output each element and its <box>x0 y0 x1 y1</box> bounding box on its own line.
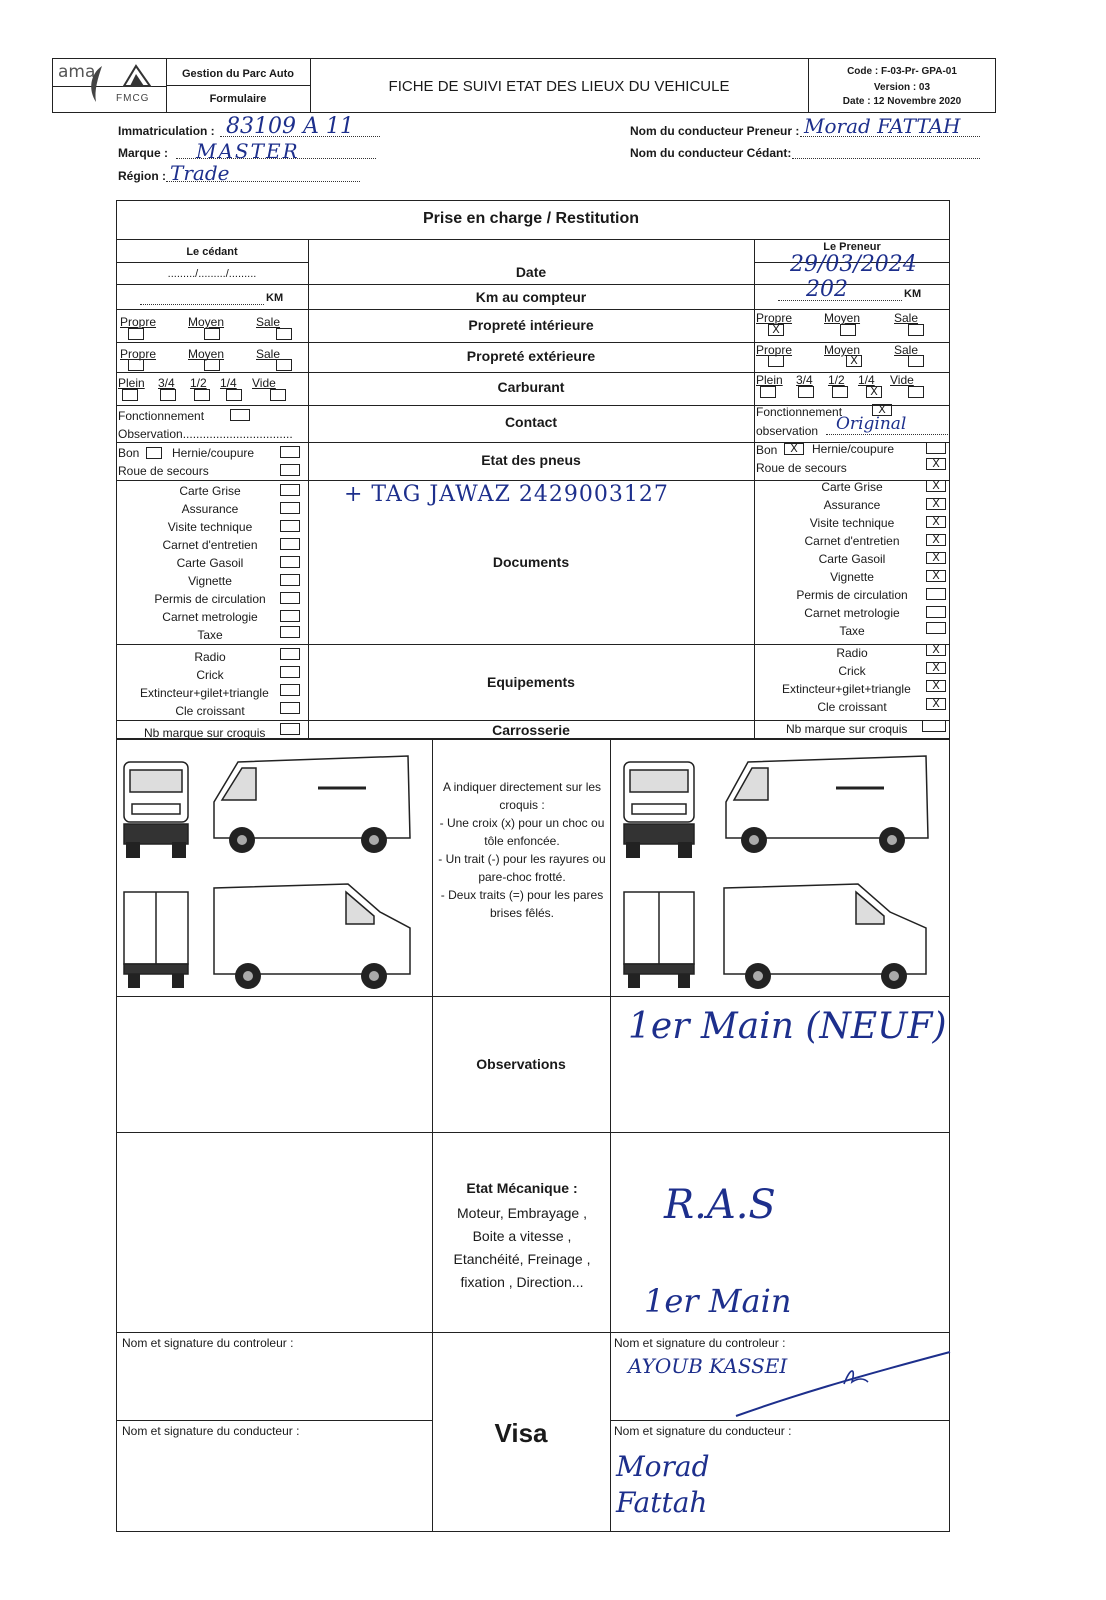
cedant-fuel-vide-checkbox[interactable] <box>270 389 286 401</box>
dept-label: Gestion du Parc Auto <box>181 68 295 80</box>
cedant-fuel-34-label: 3/4 <box>158 376 175 390</box>
van-sketch-preneur <box>614 752 946 996</box>
conducteur-signature-1: Morad <box>616 1450 710 1483</box>
km-preneur: 202 <box>806 277 848 302</box>
proprete-int-label: Propreté intérieure <box>468 317 594 333</box>
cedant-equip-checkbox[interactable] <box>280 666 300 678</box>
preneur-nb-marque-box[interactable] <box>922 720 946 732</box>
preneur-controleur-label: Nom et signature du controleur : <box>614 1336 786 1350</box>
preneur-equip-checkbox[interactable]: X <box>926 662 946 674</box>
preneur-doc-checkbox[interactable]: X <box>926 552 946 564</box>
marque-value: MASTER <box>196 139 300 163</box>
preneur-hernie-label: Hernie/coupure <box>812 442 895 456</box>
observations-label: Observations <box>476 1056 566 1072</box>
cedant-equip-label: Extincteur+gilet+triangle <box>140 686 269 700</box>
preneur-hernie-checkbox[interactable] <box>926 442 946 454</box>
preneur-doc-label: Carte Gasoil <box>818 552 886 566</box>
cedant-doc-label: Assurance <box>181 502 239 516</box>
logo-ama-text: ama <box>58 62 96 82</box>
instruction-line-3: - Un trait (-) pour les rayures ou pare-choc frotté. <box>438 852 606 884</box>
date-preneur: 29/03/2024 <box>790 252 917 277</box>
preneur-bon-checkbox[interactable]: X <box>784 443 804 455</box>
preneur-roue-checkbox[interactable]: X <box>926 458 946 470</box>
cedant-doc-checkbox[interactable] <box>280 520 300 532</box>
cedant-conducteur-label: Nom et signature du conducteur : <box>122 1424 300 1438</box>
preneur-fonctionnement-checkbox[interactable]: X <box>872 404 892 416</box>
cedant-doc-label: Carnet d'entretien <box>162 538 258 552</box>
form-version: Version : 03 <box>873 82 931 93</box>
carrosserie-label: Carrosserie <box>492 722 570 738</box>
preneur-observation-value: Original <box>836 414 907 434</box>
form-title: FICHE DE SUIVI ETAT DES LIEUX DU VEHICULE <box>388 78 730 95</box>
cedant-roue-checkbox[interactable] <box>280 464 300 476</box>
preneur-equip-label: Cle croissant <box>817 700 887 714</box>
mecanique-preneur-value-2: 1er Main <box>644 1282 792 1320</box>
cedant-int-moyen-checkbox[interactable] <box>204 328 220 340</box>
controleur-name: AYOUB KASSEI <box>628 1354 788 1378</box>
preneur-equip-label: Extincteur+gilet+triangle <box>782 682 911 696</box>
cedant-doc-checkbox[interactable] <box>280 484 300 496</box>
cedant-hernie-checkbox[interactable] <box>280 446 300 458</box>
contact-label: Contact <box>504 414 558 430</box>
cedant-equip-label: Radio <box>194 650 226 664</box>
cedant-roue-label: Roue de secours <box>118 464 209 478</box>
cedant-bon-label: Bon <box>118 446 140 460</box>
cedant-observation: Observation................................. <box>118 427 293 441</box>
km-unit-preneur: KM <box>904 288 922 300</box>
preneur-int-propre-checkbox[interactable]: X <box>768 324 784 336</box>
preneur-ext-sale-checkbox[interactable] <box>908 355 924 367</box>
preneur-doc-label: Carnet metrologie <box>804 606 900 620</box>
cedant-doc-label: Vignette <box>188 574 232 588</box>
cedant-equip-checkbox[interactable] <box>280 702 300 714</box>
preneur-value: Morad FATTAH <box>804 114 961 138</box>
preneur-doc-checkbox[interactable] <box>926 622 946 634</box>
cedant-fuel-14-label: 1/4 <box>220 376 237 390</box>
region-value: Trade <box>170 161 230 185</box>
marque-label: Marque : <box>118 146 169 160</box>
cedant-ext-moyen-checkbox[interactable] <box>204 359 220 371</box>
preneur-fuel-34-checkbox[interactable] <box>798 386 814 398</box>
cedant-doc-label: Carte Grise <box>179 484 241 498</box>
preneur-int-propre-label: Propre <box>756 311 793 325</box>
preneur-ext-moyen-label: Moyen <box>824 343 861 357</box>
preneur-roue-label: Roue de secours <box>756 461 847 475</box>
preneur-doc-label: Permis de circulation <box>796 588 908 602</box>
km-unit-cedant: KM <box>266 292 284 304</box>
cedant-equip-label: Cle croissant <box>175 704 245 718</box>
cedant-doc-checkbox[interactable] <box>280 556 300 568</box>
cedant-ext-moyen-label: Moyen <box>188 347 225 361</box>
instruction-line-4: - Deux traits (=) pour les pares brises fêlés. <box>440 888 604 920</box>
instruction-line-1: A indiquer directement sur les croquis : <box>442 780 602 812</box>
cedant-int-propre-label: Propre <box>120 315 157 329</box>
preneur-fuel-12-checkbox[interactable] <box>832 386 848 398</box>
preneur-doc-checkbox[interactable]: X <box>926 480 946 492</box>
preneur-fuel-plein-label: Plein <box>756 373 783 387</box>
pneus-label: Etat des pneus <box>481 452 581 468</box>
cedant-doc-label: Visite technique <box>167 520 253 534</box>
table-heading: Prise en charge / Restitution <box>422 210 640 227</box>
preneur-fuel-12-label: 1/2 <box>828 373 845 387</box>
mecanique-preneur-value-1: R.A.S <box>664 1182 776 1228</box>
van-sketch-cedant <box>118 752 426 996</box>
cedant-equip-label: Crick <box>196 668 224 682</box>
preneur-doc-checkbox[interactable]: X <box>926 570 946 582</box>
preneur-observation-label: observation <box>756 424 819 438</box>
preneur-bon-label: Bon <box>756 443 778 457</box>
cedant-ext-propre-label: Propre <box>120 347 157 361</box>
km-label: Km au compteur <box>475 289 587 305</box>
cedant-doc-label: Taxe <box>197 628 223 642</box>
company-logo <box>56 62 164 110</box>
logo-fmcg-icon <box>122 64 152 88</box>
preneur-doc-checkbox[interactable] <box>926 606 946 618</box>
preneur-equip-checkbox[interactable]: X <box>926 680 946 692</box>
preneur-equip-checkbox[interactable]: X <box>926 644 946 656</box>
cedant-bon-checkbox[interactable] <box>146 447 162 459</box>
cedant-doc-label: Carnet metrologie <box>162 610 258 624</box>
cedant-doc-checkbox[interactable] <box>280 610 300 622</box>
cedant-doc-checkbox[interactable] <box>280 574 300 586</box>
preneur-fuel-vide-checkbox[interactable] <box>908 386 924 398</box>
immat-value: 83109 A 11 <box>226 114 354 139</box>
preneur-fuel-14-label: 1/4 <box>858 373 875 387</box>
preneur-equip-checkbox[interactable]: X <box>926 698 946 710</box>
preneur-fonctionnement-label: Fonctionnement <box>756 405 843 419</box>
form-date: Date : 12 Novembre 2020 <box>842 96 962 107</box>
sketch-instructions <box>436 778 608 922</box>
cedant-doc-checkbox[interactable] <box>280 626 300 638</box>
cedant-int-sale-checkbox[interactable] <box>276 328 292 340</box>
logo-leaf-icon <box>86 64 106 104</box>
cedant-fonctionnement-checkbox[interactable] <box>230 409 250 421</box>
cedant-fuel-plein-label: Plein <box>118 376 145 390</box>
cedant-doc-checkbox[interactable] <box>280 538 300 550</box>
cedant-nb-marque-label: Nb marque sur croquis <box>144 726 266 740</box>
preneur-int-moyen-label: Moyen <box>824 311 861 325</box>
preneur-header: Le Preneur <box>823 241 881 253</box>
preneur-int-sale-label: Sale <box>894 311 919 325</box>
preneur-equip-label: Crick <box>838 664 866 678</box>
preneur-doc-label: Carnet d'entretien <box>804 534 900 548</box>
preneur-doc-checkbox[interactable]: X <box>926 516 946 528</box>
cedant-doc-label: Carte Gasoil <box>176 556 244 570</box>
preneur-label: Nom du conducteur Preneur : <box>630 124 800 138</box>
preneur-doc-label: Taxe <box>839 624 865 638</box>
documents-label: Documents <box>492 554 570 570</box>
cedant-doc-checkbox[interactable] <box>280 502 300 514</box>
cedant-nb-marque-box[interactable] <box>280 723 300 735</box>
cedant-fuel-plein-checkbox[interactable] <box>122 389 138 401</box>
preneur-ext-sale-label: Sale <box>894 343 919 357</box>
cedant-int-propre-checkbox[interactable] <box>128 328 144 340</box>
cedant-equip-checkbox[interactable] <box>280 684 300 696</box>
controleur-signature-stroke <box>732 1348 954 1420</box>
cedant-controleur-label: Nom et signature du controleur : <box>122 1336 294 1350</box>
preneur-nb-marque-label: Nb marque sur croquis <box>786 722 908 736</box>
proprete-ext-label: Propreté extérieure <box>466 348 596 364</box>
preneur-doc-checkbox[interactable]: X <box>926 498 946 510</box>
preneur-doc-label: Assurance <box>823 498 881 512</box>
preneur-doc-label: Vignette <box>830 570 874 584</box>
cedant-ext-sale-label: Sale <box>256 347 281 361</box>
cedant-doc-checkbox[interactable] <box>280 592 300 604</box>
cedant-ext-sale-checkbox[interactable] <box>276 359 292 371</box>
equipements-label: Equipements <box>487 674 575 690</box>
cedant-int-sale-label: Sale <box>256 315 281 329</box>
preneur-int-sale-checkbox[interactable] <box>908 324 924 336</box>
cedant-doc-label: Permis de circulation <box>154 592 266 606</box>
cedant-fuel-vide-label: Vide <box>252 376 276 390</box>
region-label: Région : <box>118 169 166 183</box>
cedant-fuel-12-label: 1/2 <box>190 376 207 390</box>
conducteur-signature-2: Fattah <box>616 1486 708 1519</box>
mecanique-label: Etat Mécanique : <box>466 1180 578 1196</box>
date-cedant: ........./........./......... <box>167 268 257 280</box>
preneur-fuel-34-label: 3/4 <box>796 373 813 387</box>
cedant-int-moyen-label: Moyen <box>188 315 225 329</box>
logo-fmcg-text: FMCG <box>116 93 150 104</box>
preneur-fuel-14-checkbox[interactable]: X <box>866 386 882 398</box>
preneur-fuel-plein-checkbox[interactable] <box>760 386 776 398</box>
visa-label: Visa <box>494 1418 548 1448</box>
preneur-conducteur-label: Nom et signature du conducteur : <box>614 1424 792 1438</box>
preneur-doc-label: Carte Grise <box>821 480 883 494</box>
preneur-doc-label: Visite technique <box>809 516 895 530</box>
preneur-ext-moyen-checkbox[interactable]: X <box>846 355 862 367</box>
documents-note: + TAG JAWAZ 2429003127 <box>344 482 669 507</box>
cedant-fonctionnement-label: Fonctionnement <box>118 409 205 423</box>
mecanique-detail: Moteur, Embrayage , Boite a vitesse , Etanchéité, Freinage , fixation , Direction... <box>453 1205 591 1290</box>
preneur-ext-propre-checkbox[interactable] <box>768 355 784 367</box>
observations-preneur-value: 1er Main (NEUF) <box>628 1006 947 1047</box>
immat-label: Immatriculation : <box>118 124 215 138</box>
preneur-fuel-vide-label: Vide <box>890 373 914 387</box>
preneur-equip-label: Radio <box>836 646 868 660</box>
carburant-label: Carburant <box>497 379 565 395</box>
form-code: Code : F-03-Pr- GPA-01 <box>847 66 957 77</box>
preneur-doc-checkbox[interactable]: X <box>926 534 946 546</box>
date-label: Date <box>515 264 547 280</box>
cedant-equip-checkbox[interactable] <box>280 648 300 660</box>
preneur-ext-propre-label: Propre <box>756 343 793 357</box>
doc-type-label: Formulaire <box>209 93 267 105</box>
cedant-label: Nom du conducteur Cédant: <box>630 146 792 160</box>
preneur-doc-checkbox[interactable] <box>926 588 946 600</box>
cedant-fuel-12-checkbox[interactable] <box>194 389 210 401</box>
cedant-hernie-label: Hernie/coupure <box>172 446 255 460</box>
preneur-int-moyen-checkbox[interactable] <box>840 324 856 336</box>
cedant-header: Le cédant <box>186 246 238 258</box>
cedant-fuel-34-checkbox[interactable] <box>160 389 176 401</box>
cedant-fuel-14-checkbox[interactable] <box>226 389 242 401</box>
cedant-ext-propre-checkbox[interactable] <box>128 359 144 371</box>
instruction-line-2: - Une croix (x) pour un choc ou tôle enfoncée. <box>439 816 605 848</box>
